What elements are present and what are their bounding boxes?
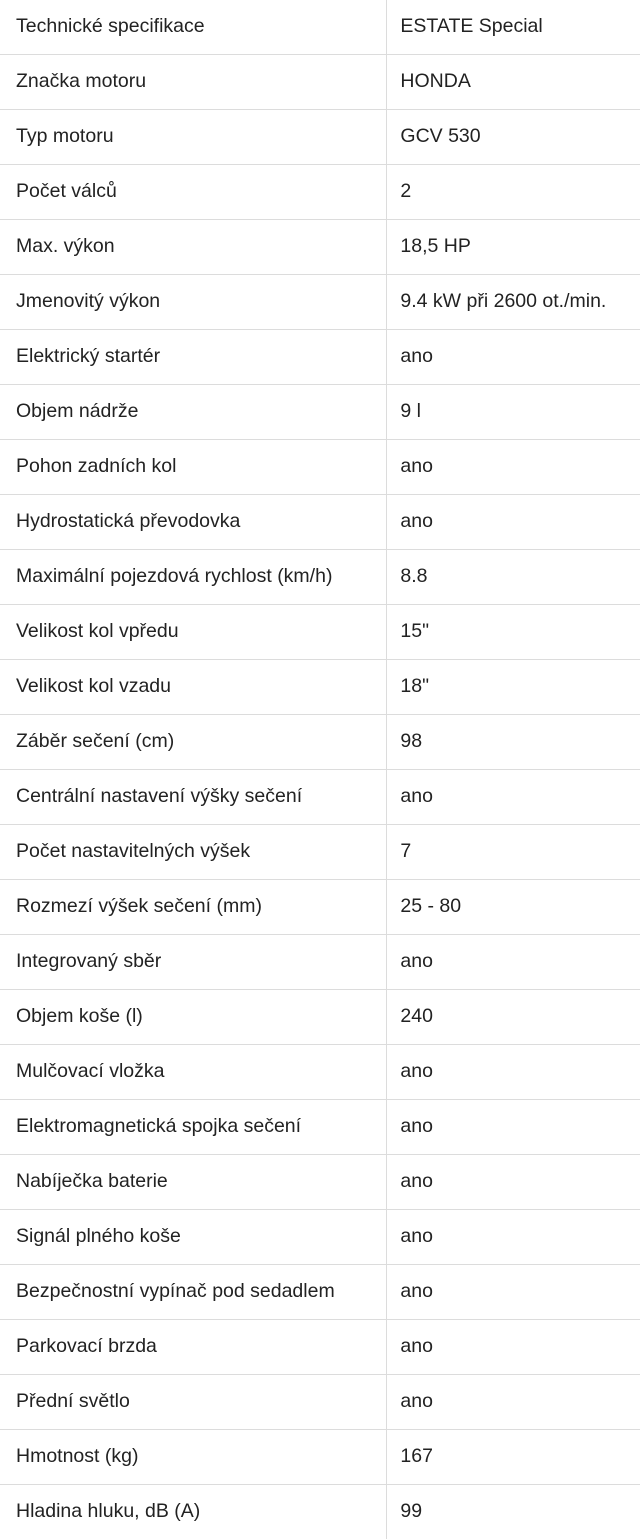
table-row <box>0 605 640 660</box>
spec-label: Bezpečnostní vypínač pod sedadlem <box>0 1265 387 1320</box>
table-row <box>0 495 640 550</box>
spec-label: Počet nastavitelných výšek <box>0 825 387 880</box>
spec-label: Parkovací brzda <box>0 1320 387 1375</box>
spec-value: 2 <box>387 165 640 220</box>
spec-value: ano <box>387 495 640 550</box>
table-row <box>0 935 640 990</box>
table-row <box>0 1100 640 1155</box>
spec-value: 167 <box>387 1430 640 1485</box>
table-row <box>0 220 640 275</box>
table-row <box>0 715 640 770</box>
spec-value: 99 <box>387 1485 640 1539</box>
spec-label: Hydrostatická převodovka <box>0 495 387 550</box>
spec-label: Technické specifikace <box>0 0 387 55</box>
spec-label: Mulčovací vložka <box>0 1045 387 1100</box>
table-row <box>0 330 640 385</box>
spec-value: ano <box>387 770 640 825</box>
table-row <box>0 1265 640 1320</box>
spec-value: ano <box>387 1100 640 1155</box>
spec-value: ano <box>387 1210 640 1265</box>
spec-value: 9.4 kW při 2600 ot./min. <box>387 275 640 330</box>
spec-label: Jmenovitý výkon <box>0 275 387 330</box>
spec-label: Elektrický startér <box>0 330 387 385</box>
spec-value: ano <box>387 440 640 495</box>
spec-value: ano <box>387 330 640 385</box>
spec-label: Signál plného koše <box>0 1210 387 1265</box>
spec-value: ESTATE Special <box>387 0 640 55</box>
spec-label: Nabíječka baterie <box>0 1155 387 1210</box>
spec-label: Objem nádrže <box>0 385 387 440</box>
spec-value: 25 - 80 <box>387 880 640 935</box>
table-row <box>0 110 640 165</box>
spec-label: Velikost kol vpředu <box>0 605 387 660</box>
spec-label: Značka motoru <box>0 55 387 110</box>
spec-value: ano <box>387 1265 640 1320</box>
spec-value: ano <box>387 1045 640 1100</box>
spec-label: Maximální pojezdová rychlost (km/h) <box>0 550 387 605</box>
table-row <box>0 770 640 825</box>
table-row <box>0 990 640 1045</box>
table-row <box>0 825 640 880</box>
spec-value: 7 <box>387 825 640 880</box>
spec-label: Elektromagnetická spojka sečení <box>0 1100 387 1155</box>
spec-label: Přední světlo <box>0 1375 387 1430</box>
spec-value: 18,5 HP <box>387 220 640 275</box>
spec-label: Velikost kol vzadu <box>0 660 387 715</box>
spec-value: 240 <box>387 990 640 1045</box>
spec-label: Záběr sečení (cm) <box>0 715 387 770</box>
spec-value: HONDA <box>387 55 640 110</box>
spec-label: Pohon zadních kol <box>0 440 387 495</box>
spec-label: Max. výkon <box>0 220 387 275</box>
spec-label: Hladina hluku, dB (A) <box>0 1485 387 1539</box>
table-row <box>0 1155 640 1210</box>
spec-value: ano <box>387 1320 640 1375</box>
table-row <box>0 1320 640 1375</box>
table-row <box>0 880 640 935</box>
table-row <box>0 440 640 495</box>
table-row <box>0 55 640 110</box>
table-row <box>0 1375 640 1430</box>
table-row <box>0 385 640 440</box>
spec-value: 9 l <box>387 385 640 440</box>
spec-label: Objem koše (l) <box>0 990 387 1045</box>
spec-value: 15" <box>387 605 640 660</box>
table-row <box>0 1045 640 1100</box>
spec-value: GCV 530 <box>387 110 640 165</box>
table-row <box>0 1430 640 1485</box>
table-row <box>0 1210 640 1265</box>
spec-label: Hmotnost (kg) <box>0 1430 387 1485</box>
table-row <box>0 660 640 715</box>
spec-value: 18" <box>387 660 640 715</box>
table-row <box>0 165 640 220</box>
table-row <box>0 1485 640 1539</box>
spec-label: Typ motoru <box>0 110 387 165</box>
spec-label: Počet válců <box>0 165 387 220</box>
spec-value: ano <box>387 1375 640 1430</box>
table-row <box>0 0 640 55</box>
spec-label: Integrovaný sběr <box>0 935 387 990</box>
spec-value: 8.8 <box>387 550 640 605</box>
spec-label: Centrální nastavení výšky sečení <box>0 770 387 825</box>
spec-value: 98 <box>387 715 640 770</box>
spec-value: ano <box>387 1155 640 1210</box>
spec-value: ano <box>387 935 640 990</box>
table-row <box>0 275 640 330</box>
spec-label: Rozmezí výšek sečení (mm) <box>0 880 387 935</box>
table-row <box>0 550 640 605</box>
